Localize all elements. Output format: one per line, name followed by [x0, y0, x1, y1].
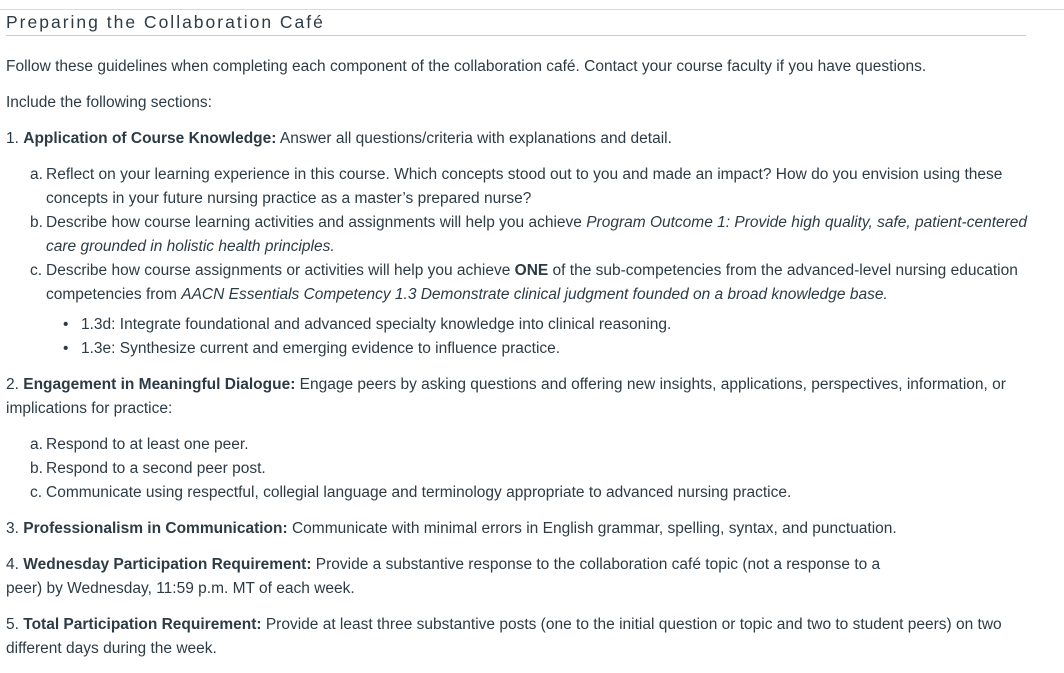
list-marker: b. — [30, 214, 43, 231]
section-heading: Wednesday Participation Requirement: — [23, 556, 312, 573]
page-title: Preparing the Collaboration Café — [6, 12, 325, 32]
section-text: Provide a substantive response to the collaboration café topic (not a response to a peer) by Wednesday, 11:59 p.m. MT of each week. — [6, 556, 881, 597]
section-heading: Professionalism in Communication: — [23, 520, 288, 537]
page-content — [6, 55, 1058, 673]
section-2 — [6, 373, 1058, 421]
section-number: 4. — [6, 556, 19, 573]
section-4 — [6, 553, 886, 601]
section-text: Communicate with minimal errors in English grammar, spelling, syntax, and punctuation. — [287, 520, 897, 537]
list-marker: b. — [30, 460, 43, 477]
include-label: Include the following sections: — [6, 94, 212, 111]
list-item-text: Reflect on your learning experience in this course. Which concepts stood out to you and made an impact? How do you envision using these concepts in your future nursing practice as a master’s prepared nurse? — [46, 166, 1003, 207]
section-text: Answer all questions/criteria with explanations and detail. — [276, 130, 672, 147]
list-item — [6, 163, 1058, 211]
section-1-list — [6, 163, 1058, 361]
list-item — [6, 259, 1058, 361]
section-heading: Application of Course Knowledge: — [23, 130, 277, 147]
section-heading: Total Participation Requirement: — [23, 616, 262, 633]
list-item — [6, 211, 1058, 259]
emphasis-text: ONE — [514, 262, 549, 279]
section-number: 1. — [6, 130, 19, 147]
section-3 — [6, 517, 1058, 541]
bullet-item — [46, 337, 1058, 361]
list-marker: a. — [30, 436, 43, 453]
title-divider — [6, 35, 1026, 36]
section-1 — [6, 127, 1058, 151]
bullet-text: 1.3e: Synthesize current and emerging evidence to influence practice. — [81, 340, 561, 357]
bullet-item — [46, 313, 1058, 337]
list-marker: c. — [30, 262, 43, 279]
section-text: Provide at least three substantive posts (one to the initial question or topic and two to student peers) on two different days during the week. — [6, 616, 1002, 657]
section-number: 2. — [6, 376, 19, 393]
list-item-text: Communicate using respectful, collegial language and terminology appropriate to advanced nursing practice. — [46, 484, 792, 501]
section-5 — [6, 613, 1058, 661]
section-2-list — [6, 433, 1058, 505]
competency-text: AACN Essentials Competency 1.3 Demonstrate clinical judgment founded on a broad knowledge base. — [181, 286, 888, 303]
section-heading: Engagement in Meaningful Dialogue: — [23, 376, 296, 393]
list-item-text: of the sub-competencies from the advanced-level nursing education competencies from — [46, 262, 1018, 303]
section-number: 5. — [6, 616, 19, 633]
section-number: 3. — [6, 520, 19, 537]
intro-paragraph: Follow these guidelines when completing each component of the collaboration café. Contact your course faculty if you have questions. — [6, 58, 927, 75]
list-item — [6, 457, 1058, 481]
list-marker: c. — [30, 484, 43, 501]
list-item — [6, 433, 1058, 457]
list-item-text: Respond to at least one peer. — [46, 436, 249, 453]
bullet-icon: • — [63, 340, 69, 357]
list-item-text: Respond to a second peer post. — [46, 460, 266, 477]
list-item-text: Describe how course assignments or activities will help you achieve — [46, 262, 515, 279]
list-marker: a. — [30, 166, 43, 183]
bullet-text: 1.3d: Integrate foundational and advanced specialty knowledge into clinical reasoning. — [81, 316, 672, 333]
list-item-text: Describe how course learning activities and assignments will help you achieve — [46, 214, 587, 231]
sub-competency-list — [46, 313, 1058, 361]
list-item — [6, 481, 1058, 505]
bullet-icon: • — [63, 316, 69, 333]
section-text: Engage peers by asking questions and offering new insights, applications, perspectives, information, or implications for practice: — [6, 376, 1006, 417]
program-outcome-text: Program Outcome 1: Provide high quality, safe, patient-centered care grounded in holistic health principles. — [46, 214, 1028, 255]
